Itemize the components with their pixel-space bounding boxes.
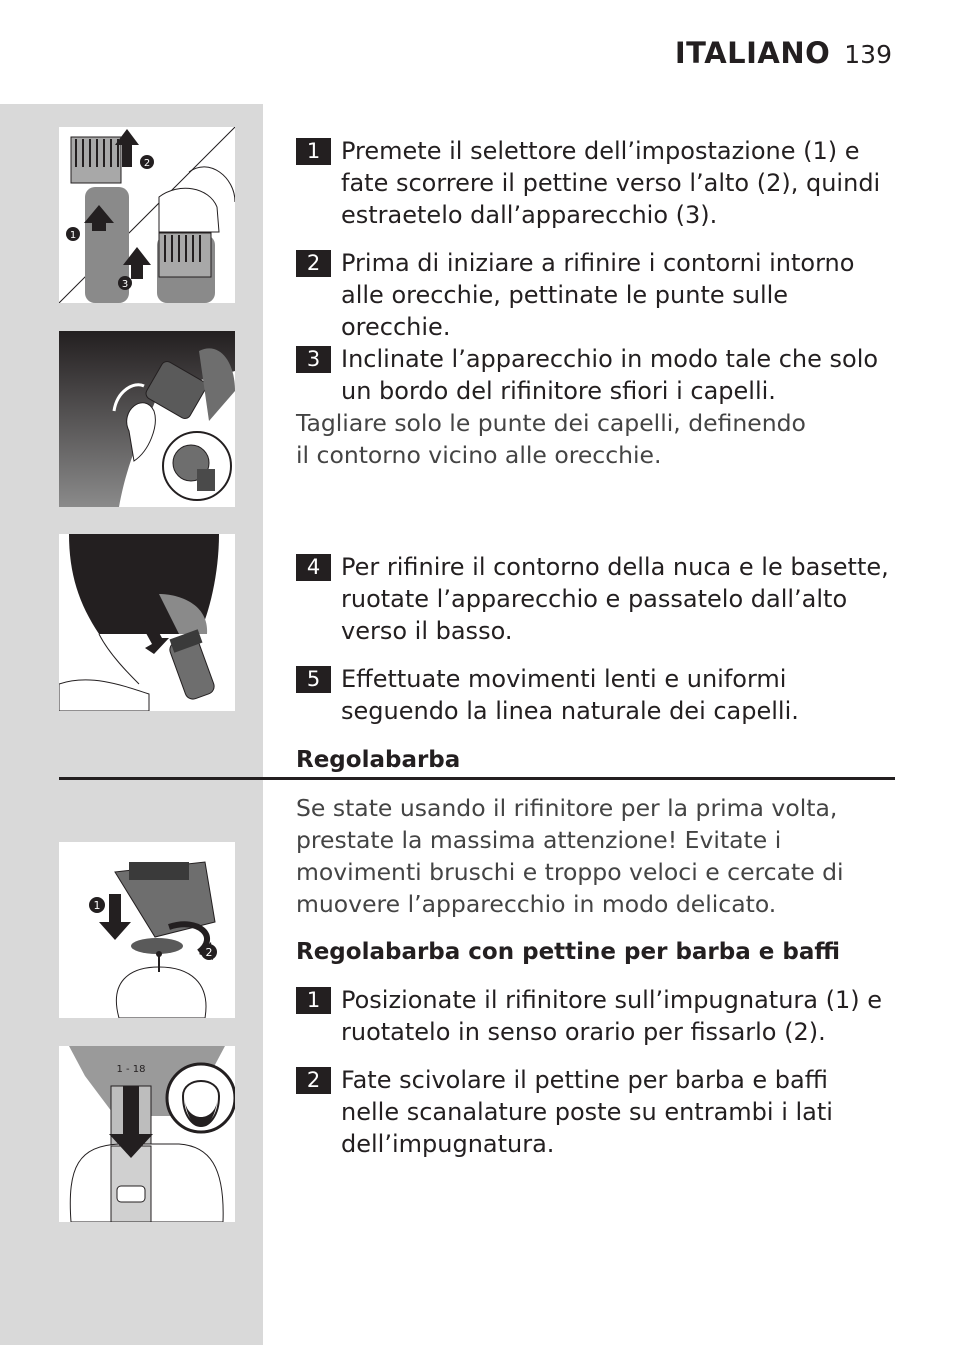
length-scale-label: 1 - 18 — [116, 1064, 146, 1075]
regolabarba-block — [296, 792, 901, 1160]
step-number: 4 — [296, 554, 331, 581]
callout-1: 1 — [93, 899, 101, 912]
figure-remove-comb — [59, 127, 235, 303]
regolabarba-intro: Se state usando il rifinitore per la prima volta, prestate la massima attenzione! Evitate i movimenti bruschi e troppo veloci e cercate di muovere l’apparecchio in modo delicato. — [296, 794, 844, 918]
trim-note: Tagliare solo le punte dei capelli, definendo il contorno vicino alle orecchie. — [296, 409, 806, 469]
beard-step-1 — [296, 984, 901, 1048]
callout-1: 1 — [69, 230, 77, 241]
step-5 — [296, 663, 901, 727]
language-title: ITALIANO — [674, 36, 831, 70]
callout-2: 2 — [143, 158, 151, 169]
step-text: Inclinate l’apparecchio in modo tale che solo un bordo del rifinitore sfiori i capelli. — [341, 345, 879, 405]
step-number: 1 — [296, 138, 331, 165]
figure-nape-trim — [59, 534, 235, 711]
step-text: Premete il selettore dell’impostazione (1) e fate scorrere il pettine verso l’alto (2), quindi estraetelo dall’apparecchio (3). — [341, 137, 881, 229]
figure-attach-trimmer — [59, 842, 235, 1018]
step-text: Prima di iniziare a rifinire i contorni intorno alle orecchie, pettinate le punte sulle orecchie. — [341, 249, 855, 341]
step-text: Fate scivolare il pettine per barba e baffi nelle scanalature poste su entrambi i lati dell’impugnatura. — [341, 1066, 833, 1158]
section-divider — [59, 777, 895, 780]
section-heading-regolabarba: Regolabarba — [296, 747, 461, 773]
step-text: Per rifinire il contorno della nuca e le basette, ruotate l’apparecchio e passatelo dall’alto verso il basso. — [341, 553, 889, 645]
step-text: Posizionate il rifinitore sull’impugnatura (1) e ruotatelo in senso orario per fissarlo (2). — [341, 986, 883, 1046]
step-3 — [296, 343, 901, 407]
step-text: Effettuate movimenti lenti e uniformi seguendo la linea naturale dei capelli. — [341, 665, 799, 725]
steps-block-2 — [296, 343, 901, 471]
step-number: 5 — [296, 666, 331, 693]
step-number: 1 — [296, 987, 331, 1014]
subsection-heading: Regolabarba con pettine per barba e baffi — [296, 939, 841, 965]
steps-block-3 — [296, 551, 901, 727]
step-number: 3 — [296, 346, 331, 373]
beard-step-2 — [296, 1064, 901, 1160]
callout-2: 2 — [205, 946, 213, 959]
step-number: 2 — [296, 250, 331, 277]
step-1 — [296, 135, 901, 231]
callout-3: 3 — [121, 279, 129, 290]
page-header — [675, 36, 892, 70]
step-number: 2 — [296, 1067, 331, 1094]
step-4 — [296, 551, 901, 647]
step-2 — [296, 247, 901, 343]
page-number: 139 — [844, 40, 892, 69]
steps-block-1 — [296, 135, 901, 343]
figure-slide-comb — [59, 1046, 235, 1222]
figure-ear-trim — [59, 331, 235, 507]
